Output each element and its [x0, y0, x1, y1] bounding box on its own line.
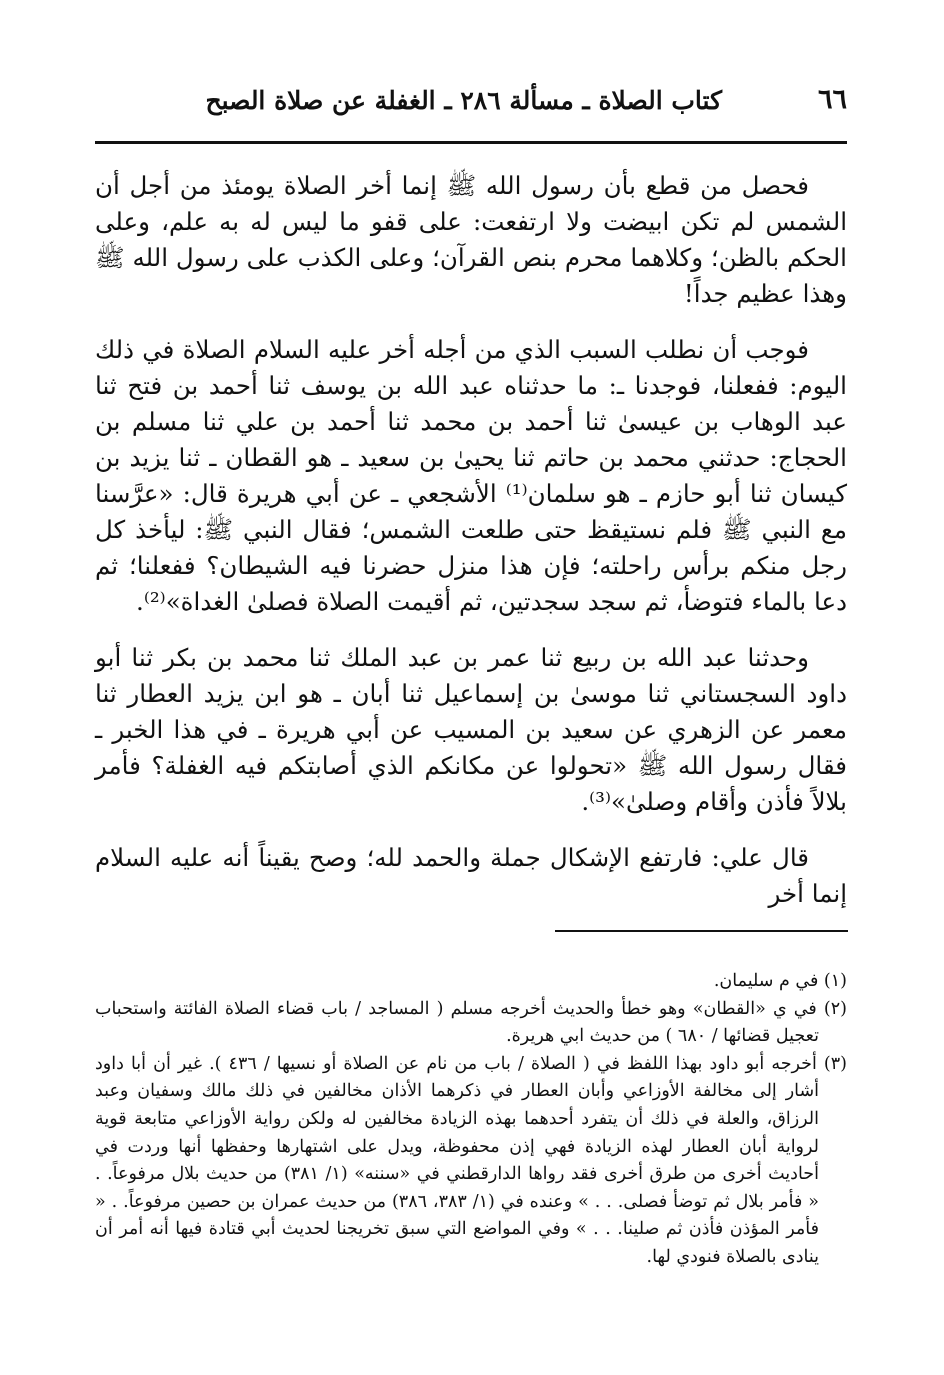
- page-header: [95, 82, 847, 126]
- footnote: (٢) في ي «القطان» وهو خطأ والحديث أخرجه مسلم ( المساجد / باب قضاء الصلاة الفائتة واستحباب تعجيل قضائها / ٦٨٠ ) من حديث ابي هريرة.: [95, 998, 847, 1047]
- footnote: (٣) أخرجه أبو داود بهذا اللفظ في ( الصلاة / باب من نام عن الصلاة أو نسيها / ٤٣٦ ). غير أن أبا داود أشار إلى مخالفة الأوزاعي وأبان العطار في ذكرهما الأذان مخالفين في ذلك مالك وسفيان وعبد الرزاق، والعلة في ذلك أن يتفرد أحدهما بهذه الزيادة مخالفين له ولكن رواية الأوزاعي متابعة قوية لرواية أبان العطار لهذه الزيادة فهي إذن محفوظة، ويدل على اشتهارها وحفظها أنها وردت في أحاديث أخرى من طرق أخرى فقد رواها الدارقطني في «سننه» (١/ ٣٨١) من حديث بلال مرفوعاً. . « فأمر بلال ثم توضأ فصلى. . . » وعنده في (١/ ٣٨٣، ٣٨٦) من حديث عمران بن حصين مرفوعاً. . « فأمر المؤذن فأذن ثم صلينا. . . » وفي المواضع التي سبق تخريجنا لحديث أبي قتادة فيها أنه أمر أن ينادى بالصلاة فنودي لها.: [95, 1053, 847, 1267]
- running-title: كتاب الصلاة ـ مسألة ٢٨٦ ـ الغفلة عن صلاة الصبح: [205, 86, 722, 115]
- header-rule: [95, 141, 847, 144]
- paragraph: وحدثنا عبد الله بن ربيع ثنا عمر بن عبد الملك ثنا محمد بن بكر ثنا أبو داود السجستاني ثنا موسىٰ بن إسماعيل ثنا أبان ـ هو ابن يزيد العطار ثنا معمر عن الزهري عن سعيد بن المسيب عن أبي هريرة ـ في هذا الخبر ـ فقال رسول الله ﷺ «تحولوا عن مكانكم الذي أصابتكم فيه الغفلة؟ فأمر بلالاً فأذن وأقام وصلىٰ»⁽³⁾.: [95, 643, 847, 816]
- page-number: ٦٦: [817, 84, 847, 115]
- footnote: (١) في م سليمان.: [713, 971, 847, 991]
- paragraph: فحصل من قطع بأن رسول الله ﷺ إنما أخر الصلاة يومئذ من أجل أن الشمس لم تكن ابيضت ولا ارتفعت: على قفو ما ليس له به علم، وعلى الحكم بالظن؛ وكلاهما محرم بنص القرآن؛ وعلى الكذب على رسول الله ﷺ وهذا عظيم جداً!: [95, 171, 847, 308]
- paragraph: فوجب أن نطلب السبب الذي من أجله أخر عليه السلام الصلاة في ذلك اليوم: ففعلنا، فوجدنا ـ: ما حدثناه عبد الله بن يوسف ثنا أحمد بن فتح ثنا عبد الوهاب بن عيسىٰ ثنا أحمد بن محمد ثنا أحمد بن علي ثنا مسلم بن الحجاج: حدثني محمد بن حاتم ثنا يحيىٰ بن سعيد ـ هو القطان ـ ثنا يزيد بن كيسان ثنا أبو حازم ـ هو سلمان⁽¹⁾ الأشجعي ـ عن أبي هريرة قال: «عرَّسنا مع النبي ﷺ فلم نستيقظ حتى طلعت الشمس؛ فقال النبي ﷺ: ليأخذ كل رجل منكم برأس راحلته؛ فإن هذا منزل حضرنا فيه الشيطان؟ ففعلنا؛ ثم دعا بالماء فتوضأ، ثم سجد سجدتين، ثم أقيمت الصلاة فصلىٰ الغداة»⁽²⁾.: [95, 335, 847, 616]
- paragraph: قال علي: فارتفع الإشكال جملة والحمد لله؛ وصح يقيناً أنه عليه السلام إنما أخر: [95, 843, 847, 908]
- footnotes: [95, 968, 847, 1272]
- main-text: [95, 168, 847, 932]
- footnote-separator: [555, 930, 848, 932]
